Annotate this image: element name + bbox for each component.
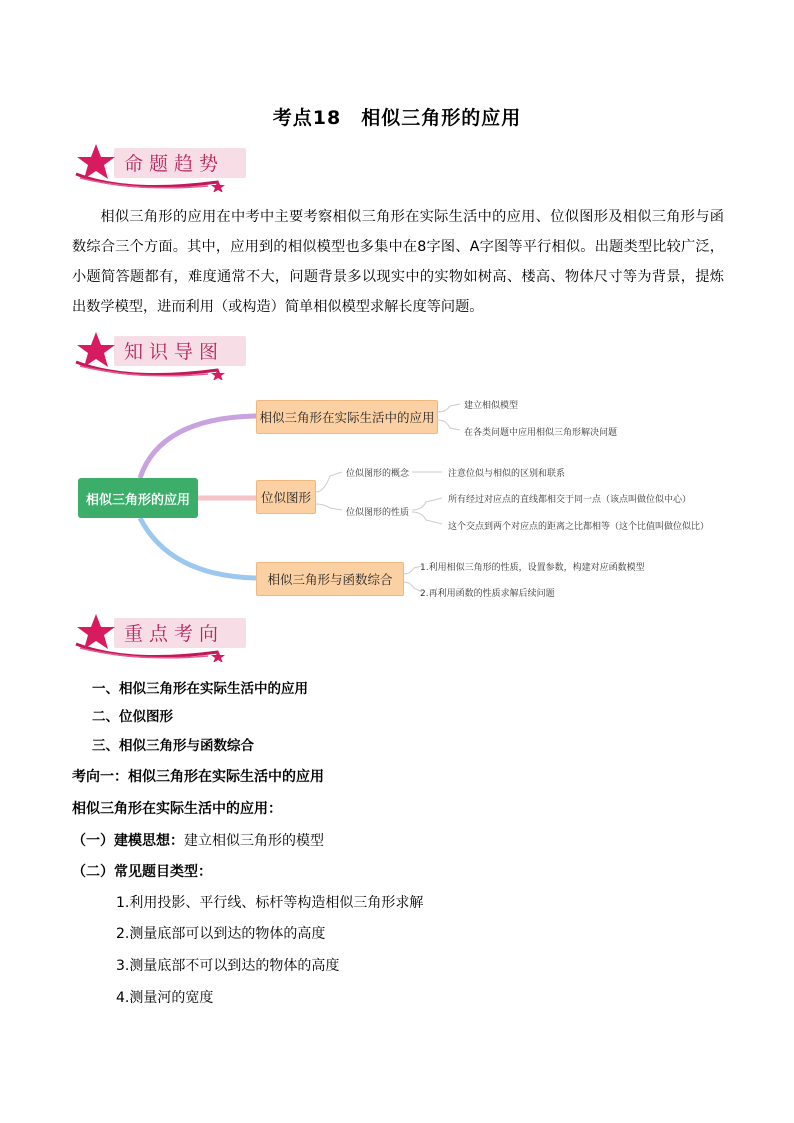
section-title: 命题趋势 (124, 153, 225, 175)
mind-root: 相似三角形的应用 (78, 478, 198, 518)
branch-function: 相似三角形与函数综合 (256, 562, 404, 596)
type-item-4: 4.测量河的宽度 (116, 990, 214, 1006)
branch-real-life: 相似三角形在实际生活中的应用 (256, 400, 438, 434)
mind-map (70, 380, 730, 610)
leaf-function-2: 2.再利用函数的性质求解后续问题 (420, 589, 555, 599)
type-item-2: 2.测量底部可以到达的物体的高度 (116, 926, 326, 942)
type-item-1: 1.利用投影、平行线、标杆等构造相似三角形求解 (116, 895, 424, 911)
focus-item-2: 二、位似图形 (92, 709, 173, 725)
leaf-property: 位似图形的性质 (346, 508, 410, 518)
direction-heading: 考向一：相似三角形在实际生活中的应用 (72, 769, 324, 785)
section-header-knowledge (68, 330, 252, 380)
leaf-build-model: 建立相似模型 (464, 401, 519, 411)
leaf-concept-note: 注意位似与相似的区别和联系 (448, 469, 566, 479)
leaf-property-1: 所有经过对应点的直线都相交于同一点（该点叫做位似中心） (448, 495, 692, 505)
type-item-3: 3.测量底部不可以到达的物体的高度 (116, 958, 340, 974)
direction-subheading: 相似三角形在实际生活中的应用： (72, 801, 282, 817)
modeling-line (72, 830, 324, 850)
modeling-label: （一）建模思想： (72, 833, 184, 849)
section-title: 知识导图 (124, 341, 225, 363)
focus-item-1: 一、相似三角形在实际生活中的应用 (92, 681, 308, 697)
types-label: （二）常见题目类型： (72, 864, 212, 880)
section-title: 重点考向 (124, 623, 225, 645)
branch-homothety: 位似图形 (256, 480, 316, 514)
leaf-function-1: 1.利用相似三角形的性质，设置参数，构建对应函数模型 (420, 563, 645, 573)
intro-paragraph: 相似三角形的应用在中考中主要考察相似三角形在实际生活中的应用、位似图形及相似三角形与函数综合三个方面。其中，应用到的相似模型也多集中在8字图、A字图等平行相似。出题类型比较广泛，小题简答题都有，难度通常不大，问题背景多以现实中的实物如树高、楼高、物体尺寸等为背景，提炼出数学模型，进而利用（或构造）简单相似模型求解长度等问题。 (72, 209, 724, 315)
page-title: 考点18 相似三角形的应用 (272, 107, 522, 129)
modeling-text: 建立相似三角形的模型 (184, 833, 324, 849)
leaf-apply: 在各类问题中应用相似三角形解决问题 (464, 428, 618, 438)
focus-item-3: 三、相似三角形与函数综合 (92, 738, 254, 754)
leaf-property-2: 这个交点到两个对应点的距离之比都相等（这个比值叫做位似比） (448, 522, 710, 532)
section-header-trend (68, 142, 252, 192)
section-header-focus (68, 612, 252, 662)
leaf-concept: 位似图形的概念 (346, 469, 410, 479)
